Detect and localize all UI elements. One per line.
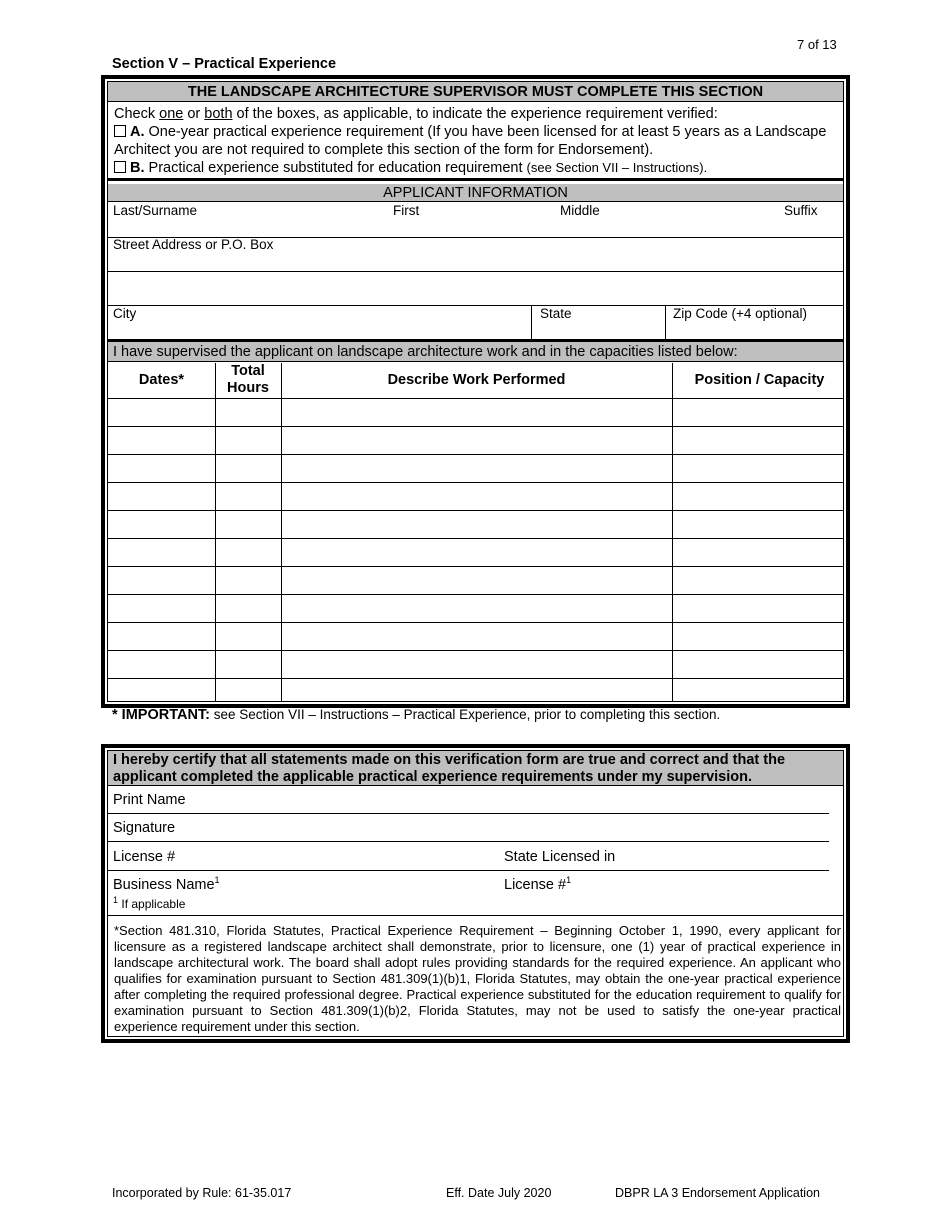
- street-address-label: Street Address or P.O. Box: [113, 237, 274, 252]
- first-name-label: First: [393, 203, 420, 218]
- business-name-text: Business Name: [113, 876, 215, 893]
- divider: [107, 915, 844, 916]
- table-row: [108, 426, 843, 427]
- footnote-mark: 1: [566, 875, 572, 885]
- business-license-text: License #: [504, 876, 567, 893]
- license-line[interactable]: [108, 870, 829, 871]
- signature-line[interactable]: [108, 841, 829, 842]
- footer-eff-date: Eff. Date July 2020: [446, 1186, 552, 1200]
- table-row: [108, 594, 843, 595]
- check-intro-one: one: [159, 106, 184, 122]
- divider: [108, 178, 843, 181]
- table-row: [108, 622, 843, 623]
- state-label: State: [540, 306, 572, 321]
- important-note: [112, 707, 720, 723]
- middle-name-label: Middle: [560, 203, 600, 218]
- business-license-label: [504, 875, 571, 893]
- footnote-mark: 1: [214, 875, 220, 885]
- footnote-text: If applicable: [121, 897, 186, 911]
- header-total-hours: Total Hours: [227, 363, 269, 396]
- suffix-label: Suffix: [784, 203, 818, 218]
- option-a-letter: A.: [130, 124, 145, 140]
- supervised-statement: I have supervised the applicant on landscape architecture work and in the capacities listed below:: [108, 342, 843, 362]
- option-b-text: Practical experience substituted for education requirement: [144, 160, 527, 176]
- check-intro-or: or: [183, 106, 205, 122]
- certification-box: [101, 744, 850, 1043]
- divider: [531, 305, 532, 339]
- check-intro: [114, 105, 839, 123]
- divider: [665, 305, 666, 339]
- table-row: [108, 538, 843, 539]
- table-row: [108, 454, 843, 455]
- license-number-label: License #: [113, 849, 176, 865]
- print-name-line[interactable]: [108, 813, 829, 814]
- check-intro-both: both: [204, 106, 233, 122]
- option-b: [114, 159, 839, 177]
- page-number: 7 of 13: [797, 37, 837, 52]
- header-position-capacity: Position / Capacity: [694, 372, 825, 388]
- important-label: * IMPORTANT:: [112, 707, 211, 723]
- option-a: [114, 123, 839, 159]
- check-intro-pre: Check: [114, 106, 160, 122]
- table-row: [108, 566, 843, 567]
- supervisor-section-box: [101, 75, 850, 708]
- divider: [108, 271, 843, 272]
- table-row: [108, 398, 843, 399]
- footer-rule: Incorporated by Rule: 61-35.017: [112, 1186, 292, 1200]
- zip-code-label: Zip Code (+4 optional): [673, 306, 807, 321]
- option-b-note: (see Section VII – Instructions).: [526, 160, 708, 175]
- option-a-checkbox[interactable]: [114, 125, 126, 137]
- header-dates: Dates*: [138, 372, 185, 388]
- section-heading: Section V – Practical Experience: [112, 56, 337, 72]
- signature-label: Signature: [113, 820, 176, 836]
- last-name-label: Last/Surname: [113, 203, 198, 218]
- header-work-performed: Describe Work Performed: [387, 372, 566, 388]
- experience-check-block: [114, 105, 839, 177]
- table-row: [108, 650, 843, 651]
- state-licensed-label: State Licensed in: [504, 849, 616, 865]
- print-name-label: Print Name: [113, 792, 186, 808]
- city-label: City: [113, 306, 137, 321]
- table-row: [108, 678, 843, 679]
- table-row: [108, 482, 843, 483]
- business-name-label: [113, 875, 220, 893]
- option-a-text: One-year practical experience requirement (If you have been licensed for at least 5 years as a Landscape Architect you are not required to complete this section of the form for Endorsement).: [114, 124, 827, 158]
- statute-text: *Section 481.310, Florida Statutes, Practical Experience Requirement – Beginning October 1, 1990, every applicant for licensure as a registered landscape architect shall demonstrate, prior to licensure, one (1) year of practical experience in landscape architectural work. The board shall adopt rules providing standards for the required experience. An applicant who qualifies for examination pursuant to Section 481.309(1)(b)1, Florida Statutes, may obtain the one-year practical experience after completing the required professional degree. Practical experience substituted for the education requirement to qualify for examination pursuant to Section 481.309(1)(b)2, Florida Statutes, may not be used to satisfy the one-year practical experience requirement under this section.: [114, 923, 841, 1034]
- check-intro-post: of the boxes, as applicable, to indicate the experience requirement verified:: [232, 106, 718, 122]
- certification-statement: I hereby certify that all statements made on this verification form are true and correct and that the applicant completed the applicable practical experience requirements under my supervision.: [108, 751, 843, 786]
- applicant-info-title: APPLICANT INFORMATION: [108, 184, 843, 202]
- supervisor-title: THE LANDSCAPE ARCHITECTURE SUPERVISOR MUST COMPLETE THIS SECTION: [108, 82, 843, 102]
- option-b-checkbox[interactable]: [114, 161, 126, 173]
- option-b-letter: B.: [130, 160, 145, 176]
- footnote: [113, 895, 185, 911]
- table-row: [108, 510, 843, 511]
- important-text: see Section VII – Instructions – Practical Experience, prior to completing this section.: [210, 707, 721, 722]
- footer-form-name: DBPR LA 3 Endorsement Application: [615, 1186, 820, 1200]
- footnote-mark: 1: [113, 895, 119, 905]
